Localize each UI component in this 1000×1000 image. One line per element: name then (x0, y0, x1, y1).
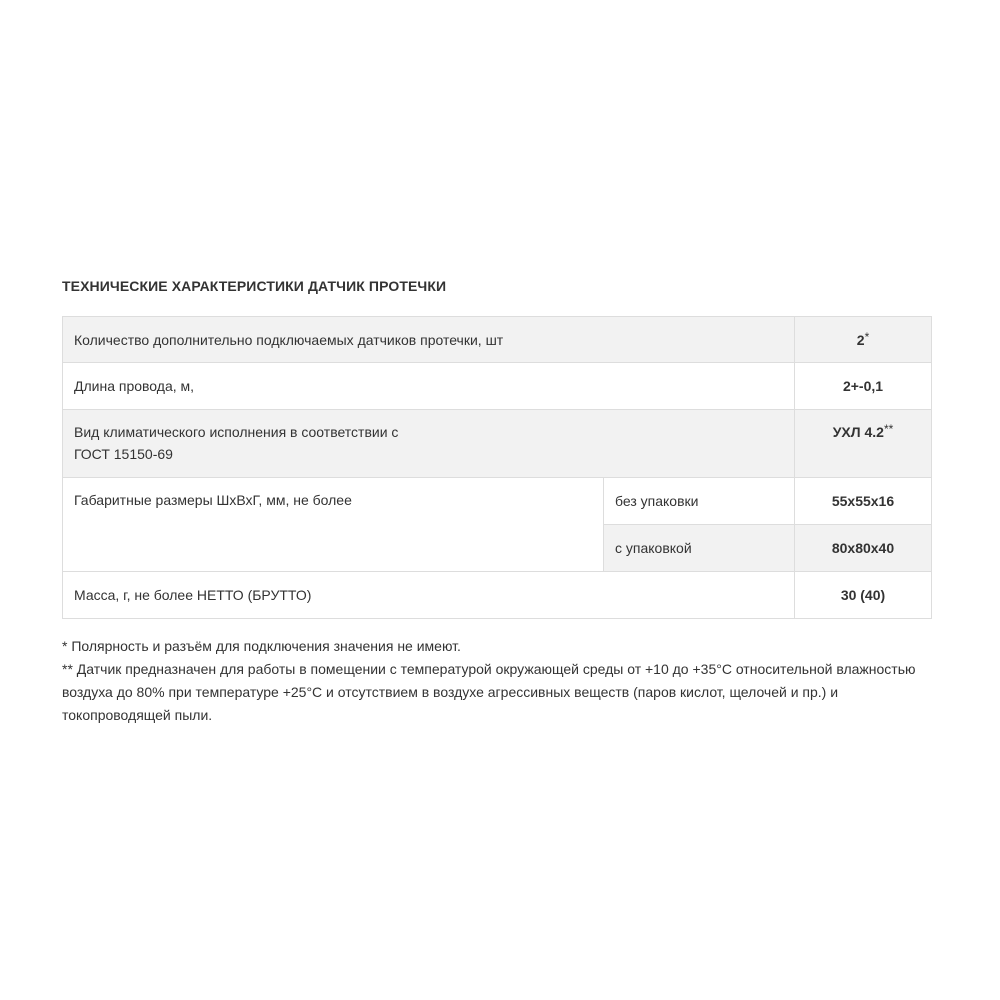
spec-label-sensors-count (63, 317, 795, 363)
spec-value-unpacked (795, 478, 932, 525)
footnote-polarity: * Полярность и разъём для подключения значения не имеют. (62, 638, 461, 654)
spec-sub-label-text: с упаковкой (615, 540, 692, 556)
spec-value-sensors-count (795, 317, 932, 363)
spec-label-text: Масса, г, не более НЕТТО (БРУТТО) (74, 587, 312, 603)
table-row (63, 572, 932, 619)
spec-label-dimensions (63, 478, 604, 572)
spec-label-text-line1: Вид климатического исполнения в соответствии с (74, 424, 399, 440)
spec-label-climate (63, 410, 795, 478)
spec-value-text: 80x80x40 (831, 540, 895, 556)
footnote-operating-conditions: ** Датчик предназначен для работы в помещении с температурой окружающей среды от +10 до +35°С относительной влажностью воздуха до 80% при температуре +25°С и отсутствием в воздухе агрессивных веществ (паров кислот, щелочей и пр.) и токопроводящей пыли. (62, 661, 916, 723)
table-row (63, 478, 932, 525)
footnote-mark: * (864, 329, 870, 344)
spec-label-text: Количество дополнительно подключаемых датчиков протечки, шт (74, 331, 504, 348)
spec-label-text: Габаритные размеры ШхВхГ, мм, не более (74, 492, 352, 508)
table-row (63, 317, 932, 363)
table-row (63, 363, 932, 410)
footnotes (62, 635, 932, 727)
spec-label-mass (63, 572, 795, 619)
footnote-mark: ** (883, 422, 894, 436)
spec-value-climate (795, 410, 932, 478)
table-row (63, 410, 932, 478)
spec-sub-label-unpacked (604, 478, 795, 525)
spec-label-text: Длина провода, м, (74, 378, 195, 394)
specs-section (62, 276, 932, 727)
spec-value-text: 55x55x16 (831, 493, 895, 509)
specs-table (62, 316, 932, 619)
spec-sub-label-packed (604, 525, 795, 572)
spec-value-text: 2 (856, 331, 865, 348)
spec-value-text: 30 (40) (840, 587, 886, 603)
spec-label-wire-length (63, 363, 795, 410)
spec-label-text-line2: ГОСТ 15150-69 (74, 446, 173, 462)
spec-value-text: УХЛ 4.2 (832, 424, 884, 440)
section-title: ТЕХНИЧЕСКИЕ ХАРАКТЕРИСТИКИ ДАТЧИК ПРОТЕЧКИ (62, 278, 447, 294)
spec-value-mass (795, 572, 932, 619)
spec-value-packed (795, 525, 932, 572)
spec-value-text: 2+-0,1 (842, 378, 884, 394)
spec-sub-label-text: без упаковки (615, 493, 699, 509)
spec-value-wire-length (795, 363, 932, 410)
